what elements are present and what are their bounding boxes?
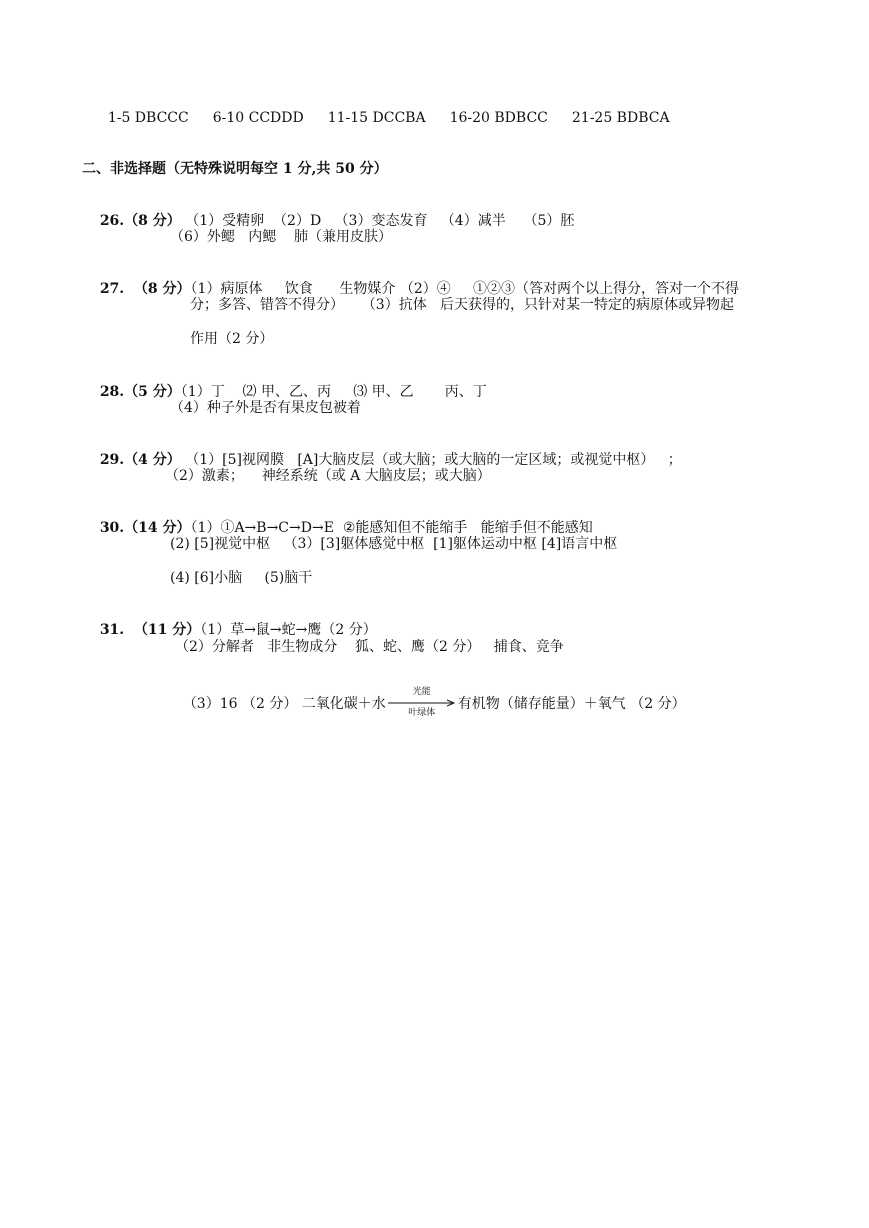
q28-label: 28.（5 分） [99,384,181,400]
q30-line3: (4) [6]小脑 (5)脑干 [170,570,313,586]
q29-text1: （1）[5]视网膜 [A]大脑皮层（或大脑；或大脑的一定区域；或视觉中枢） ； [180,452,682,468]
arrow-condition-chloroplast: 叶绿体 [408,708,436,718]
q31-text3-after: 有机物（储存能量）＋氧气 （2 分） [457,696,686,712]
q27-line2: 分；多答、错答不得分） （3）抗体 后天获得的，只针对某一特定的病原体或异物起 [190,297,735,313]
mc-answer-group: 21-25 BDBCA [571,110,670,126]
q26-label: 26.（8 分） [99,213,181,229]
mc-answer-group: 1-5 DBCCC [107,110,189,126]
q31-label: 31. （11 分） [99,622,201,638]
q28-text1: （1）丁 ⑵ 甲、乙、丙 ⑶ 甲、乙 丙、丁 [180,384,487,400]
reaction-arrow [388,687,456,718]
q30-line2: (2) [5]视觉中枢 （3）[3]躯体感觉中枢 [1]躯体运动中枢 [4]语言中枢 [170,536,618,552]
q31-text1: （1）草→鼠→蛇→鹰（2 分） [200,622,377,638]
q30-text1: （1）①A→B→C→D→E ②能感知但不能缩手 能缩手但不能感知 [190,520,593,536]
q31-line2: （2）分解者 非生物成分 狐、蛇、鹰（2 分） 捕食、竞争 [175,639,564,655]
right-arrow-icon [388,699,456,707]
q31-text3-before: （3）16 （2 分） 二氧化碳＋水 [182,696,386,712]
q27-text1: （1）病原体 饮食 生物媒介 （2）④ ①②③（答对两个以上得分，答对一个不得 [190,281,740,297]
q26-line2: （6）外鳃 内鳃 肺（兼用皮肤） [170,229,393,245]
q28-line2: （4）种子外是否有果皮包被着 [170,400,361,416]
section2-heading: 二、非选择题（无特殊说明每空 1 分,共 50 分） [82,161,388,177]
mc-answer-row [90,91,694,145]
q29-line2: （2）激素； 神经系统（或 A 大脑皮层；或大脑） [165,468,491,484]
q27-label: 27. （8 分） [99,281,191,297]
q27-line3: 作用（2 分） [190,331,274,347]
q26-text1: （1）受精卵 （2）D （3）变态发育 （4）减半 （5）胚 [185,213,575,229]
mc-answer-group: 11-15 DCCBA [327,110,426,126]
mc-answer-group: 16-20 BDBCC [449,110,548,126]
q29-label: 29.（4 分） [99,452,181,468]
q30-label: 30.（14 分） [99,520,191,536]
arrow-condition-light: 光能 [412,687,431,697]
q31-line3 [165,677,686,731]
mc-answer-group: 6-10 CCDDD [212,110,304,126]
